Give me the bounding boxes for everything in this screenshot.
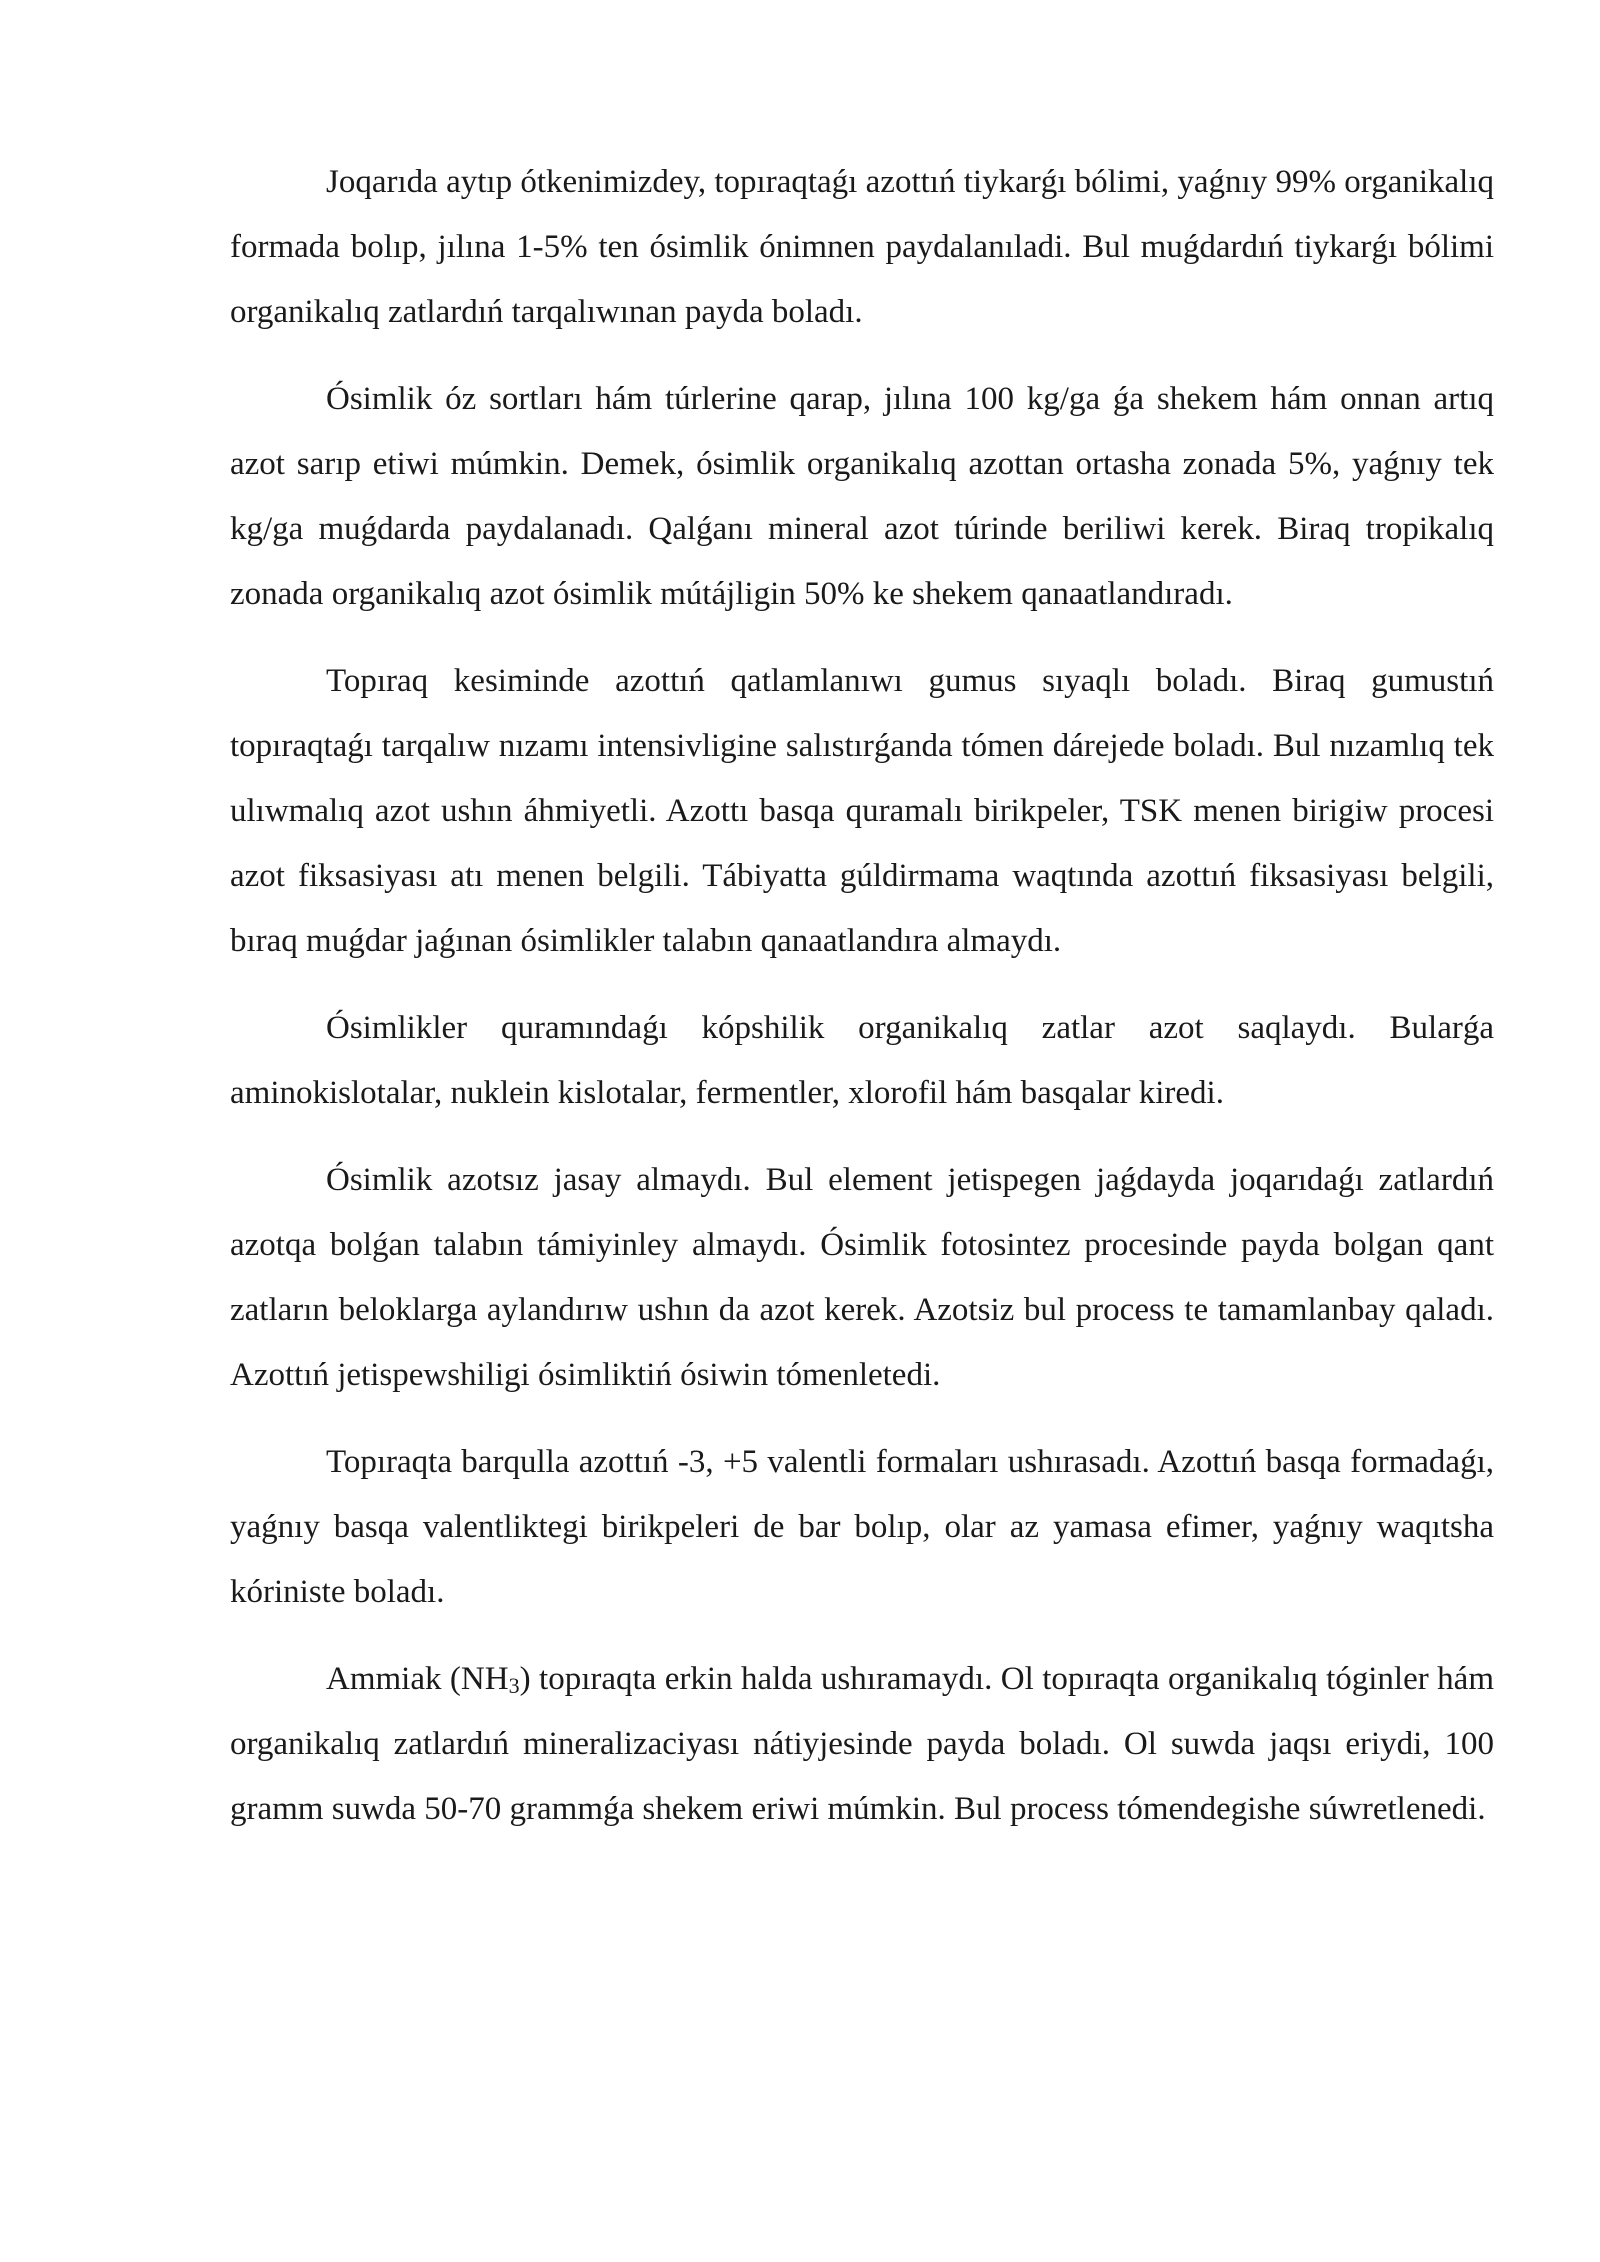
paragraph-4: Ósimlikler quramındaǵı kópshilik organikalıq zatlar azot saqlaydı. Bularǵa aminokislotalar, nuklein kislotalar, fermentler, xlorofil hám basqalar kiredi. <box>230 1010 1494 1111</box>
paragraph-3: Topıraq kesiminde azottıń qatlamlanıwı gumus sıyaqlı boladı. Biraq gumustıń topıraqtaǵı tarqalıw nızamı intensivligine salıstırǵanda tómen dárejede boladı. Bul nızamlıq tek ulıwmalıq azot ushın áhmiyetli. Azottı basqa quramalı birikpeler, TSK menen birigiw procesi azot fiksasiyası atı menen belgili. Tábiyatta gúldirmama waqtında azottıń fiksasiyası belgili, bıraq muǵdar jaǵınan ósimlikler talabın qanaatlandıra almaydı. <box>230 663 1494 959</box>
document-body <box>230 150 1494 1864</box>
paragraph-2: Ósimlik óz sortları hám túrlerine qarap, jılına 100 kg/ga ǵa shekem hám onnan artıq azot sarıp etiwi múmkin. Demek, ósimlik organikalıq azottan ortasha zonada 5%, yaǵnıy tek kg/ga muǵdarda paydalanadı. Qalǵanı mineral azot túrinde beriliwi kerek. Biraq tropikalıq zonada organikalıq azot ósimlik mútájligin 50% ke shekem qanaatlandıradı. <box>230 381 1494 612</box>
paragraph-1: Joqarıda aytıp ótkenimizdey, topıraqtaǵı azottıń tiykarǵı bólimi, yaǵnıy 99% organikalıq formada bolıp, jılına 1-5% ten ósimlik ónimnen paydalanıladi. Bul muǵdardıń tiykarǵı bólimi organikalıq zatlardıń tarqalıwınan payda boladı. <box>230 164 1494 330</box>
paragraph-5: Ósimlik azotsız jasay almaydı. Bul element jetispegen jaǵdayda joqarıdaǵı zatlardıń azotqa bolǵan talabın támiyinley almaydı. Ósimlik fotosintez procesinde payda bolgan qant zatların beloklarga aylandırıw ushın da azot kerek. Azotsiz bul process te tamamlanbay qaladı. Azottıń jetispewshiligi ósimliktiń ósiwin tómenletedi. <box>230 1162 1494 1393</box>
ammonia-subscript: 3 <box>508 1673 520 1698</box>
paragraph-7-rest: ) topıraqta erkin halda ushıramaydı. Ol topıraqta organikalıq tóginler hám organikalıq zatlardıń mineralizaciyası nátiyjesinde payda boladı. Ol suwda jaqsı eriydi, 100 gramm suwda 50-70 grammǵa shekem eriwi múmkin. Bul process tómendegishe súwretlenedi. <box>230 1661 1494 1827</box>
paragraph-6: Topıraqta barqulla azottıń -3, +5 valentli formaları ushırasadı. Azottıń basqa formadaǵı, yaǵnıy basqa valentliktegi birikpeleri de bar bolıp, olar az yamasa efimer, yaǵnıy waqıtsha kóriniste boladı. <box>230 1444 1494 1610</box>
paragraph-7 <box>230 1647 1494 1842</box>
paragraph-7-lead: Ammiak (NH <box>326 1661 509 1697</box>
